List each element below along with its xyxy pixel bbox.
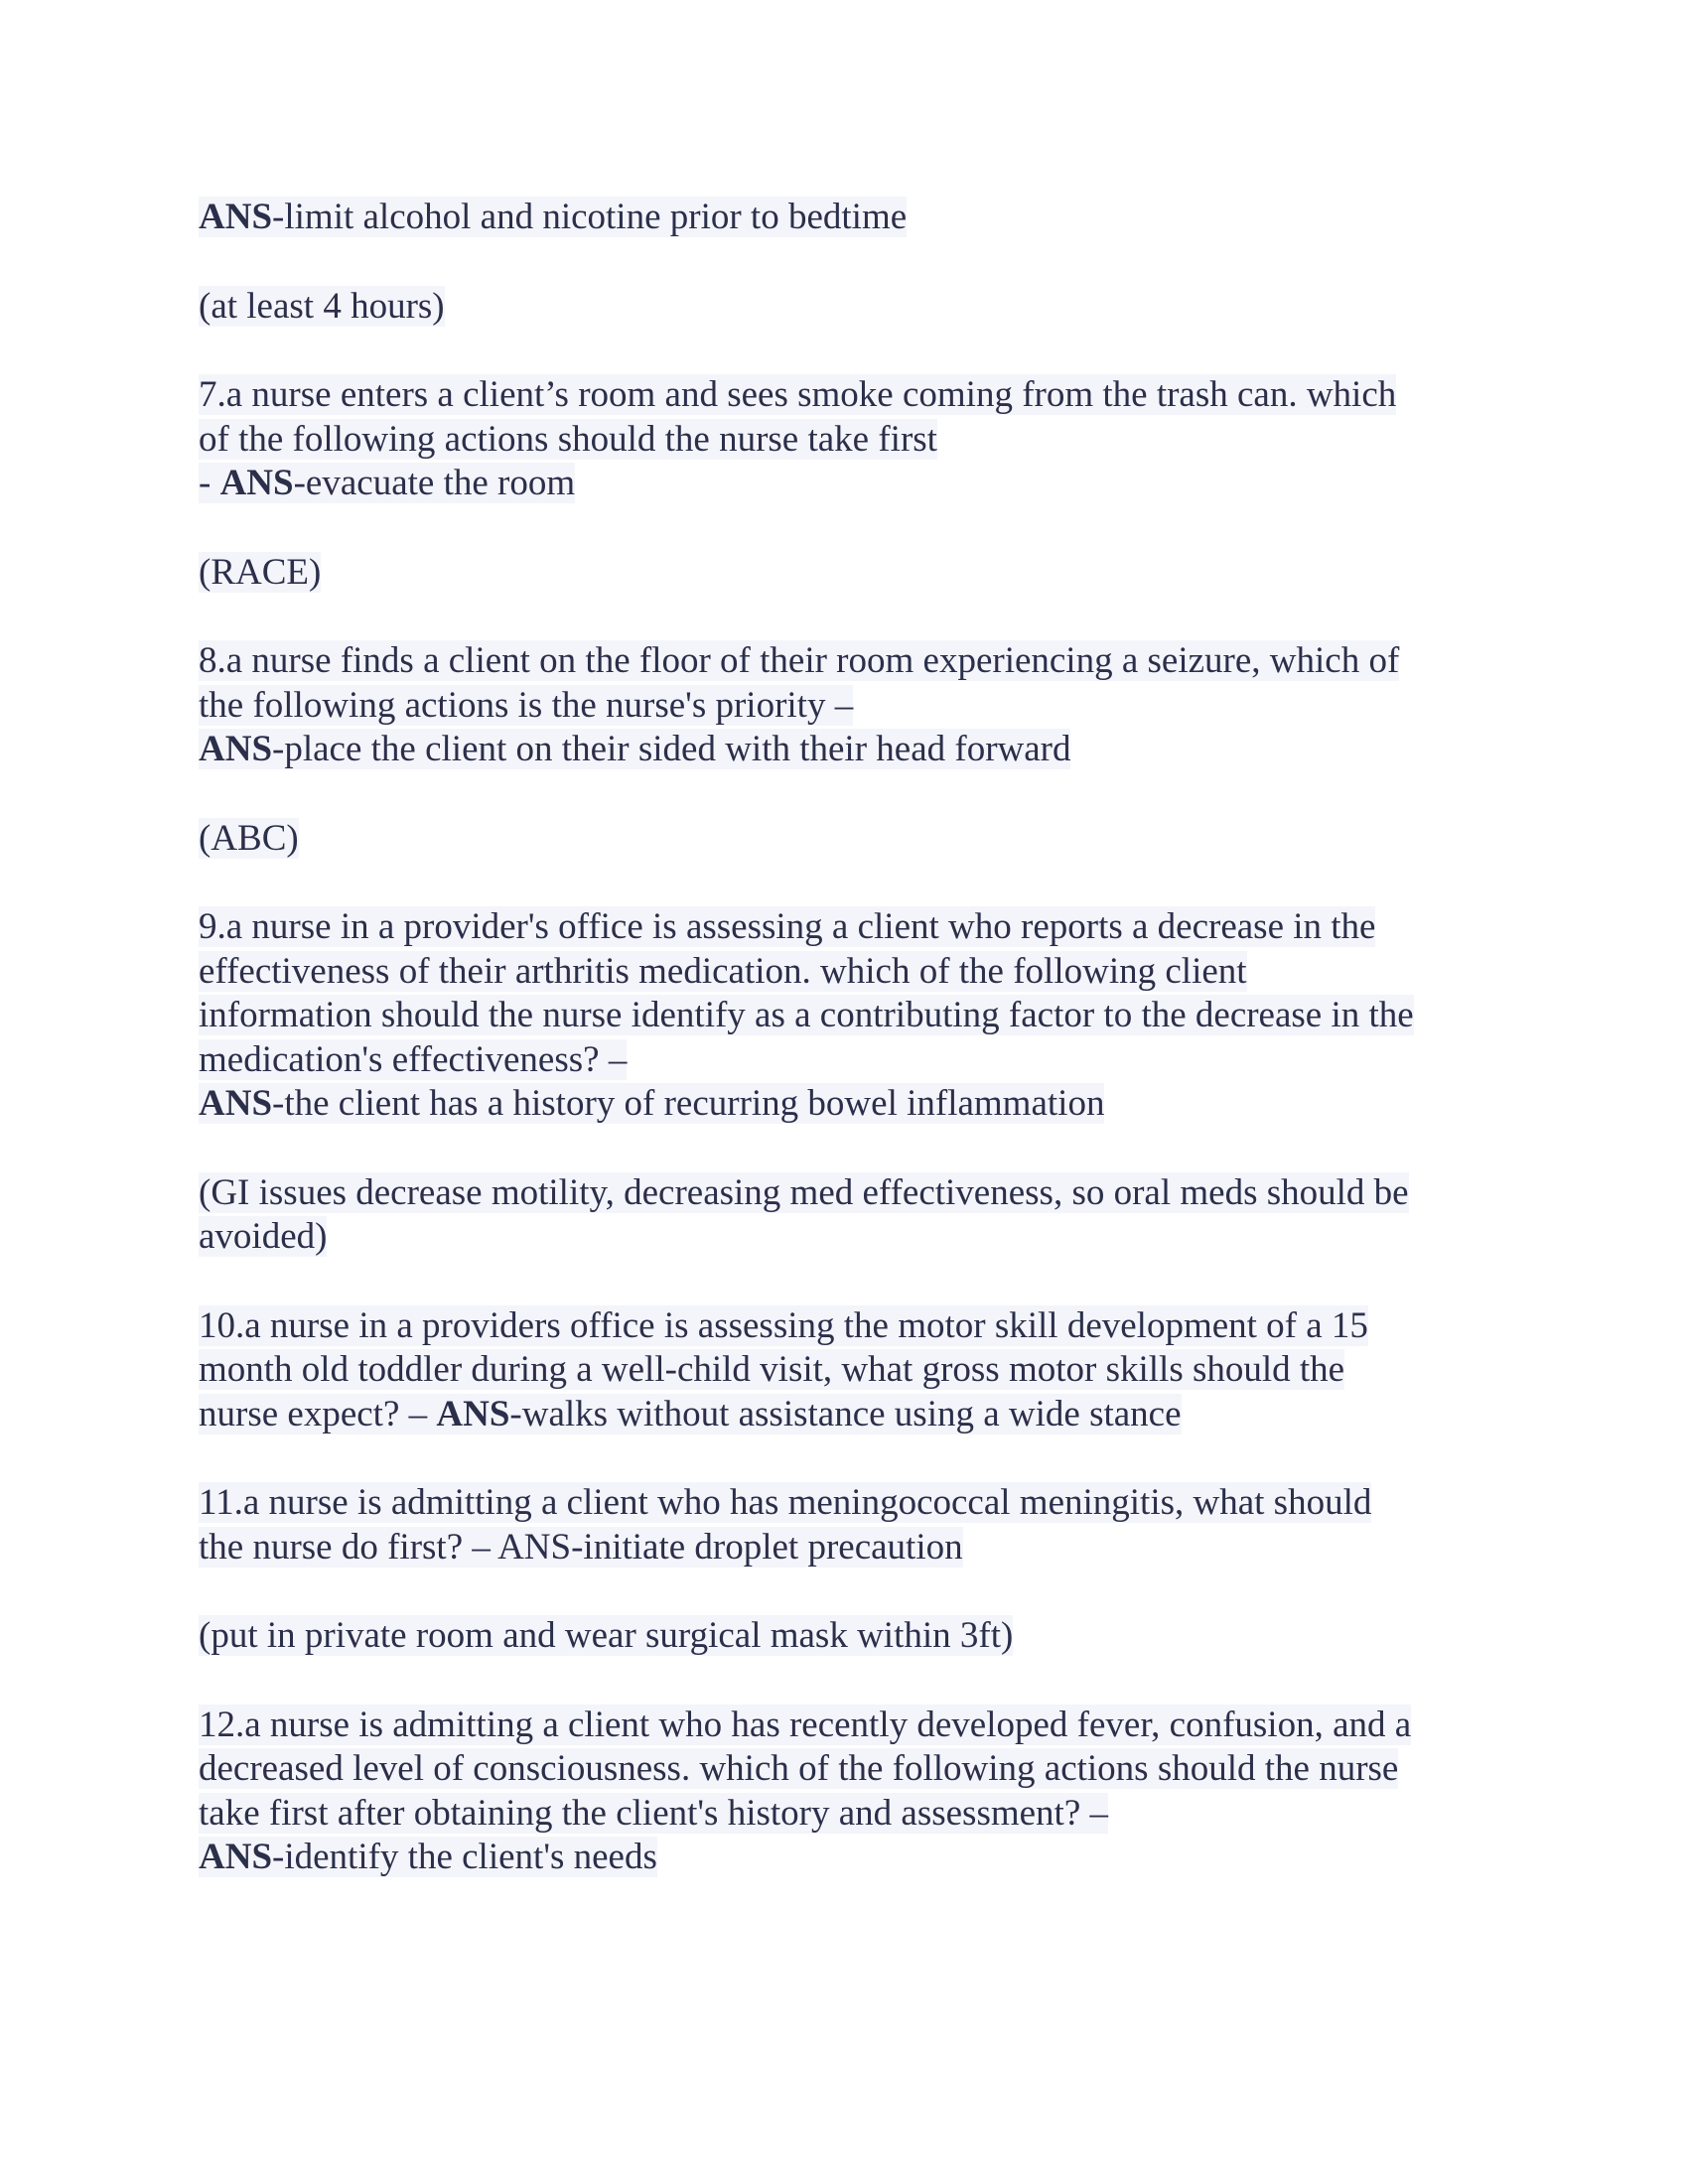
ans-label: ANS [199,197,273,237]
ans-label: ANS [199,1083,273,1124]
question-9 [199,905,1489,1127]
question-12-line-1: 12.a nurse is admitting a client who has recently developed fever, confusion, and a [199,1704,1412,1745]
question-12-line-2: decreased level of consciousness. which of the following actions should the nurse [199,1748,1399,1789]
question-12 [199,1704,1489,1880]
question-9-line-3: information should the nurse identify as a contributing factor to the decrease in the [199,995,1414,1035]
question-8-line-2: the following actions is the nurse's priority – [199,684,854,726]
question-10-line-1: 10.a nurse in a providers office is assessing the motor skill development of a 15 [199,1304,1368,1346]
question-9-line-2: effectiveness of their arthritis medication. which of the following client [199,950,1247,992]
ans-label: ANS [199,729,273,769]
question-7-answer: - ANS-evacuate the room [199,463,576,503]
question-12-line-3: take first after obtaining the client's history and assessment? – [199,1792,1109,1834]
question-10 [199,1304,1489,1437]
question-7-note: (RACE) [199,551,322,593]
question-8 [199,639,1489,772]
answer-paragraph-sleep [199,196,1489,240]
note-line: (at least 4 hours) [199,285,445,327]
document-page [199,196,1489,1925]
question-9-line-1: 9.a nurse in a provider's office is assessing a client who reports a decrease in the [199,906,1376,947]
note-paragraph-sleep [199,285,1489,330]
answer-line: ANS-limit alcohol and nicotine prior to bedtime [199,197,908,237]
question-8-note: (ABC) [199,817,299,859]
question-12-answer: ANS-identify the client's needs [199,1837,657,1877]
question-7-line-2: of the following actions should the nurse take first [199,418,937,460]
question-11-line-2: the nurse do first? – ANS-initiate droplet precaution [199,1526,963,1568]
question-11-line-1: 11.a nurse is admitting a client who has meningococcal meningitis, what should [199,1482,1372,1523]
question-10-answer: nurse expect? – ANS-walks without assistance using a wide stance [199,1393,1182,1434]
question-9-answer: ANS-the client has a history of recurring bowel inflammation [199,1083,1105,1124]
question-9-note: (GI issues decrease motility, decreasing med effectiveness, so oral meds should be avoided) [199,1171,1409,1257]
ans-label: ANS [219,463,294,503]
question-9-line-4: medication's effectiveness? – [199,1038,628,1080]
question-7 [199,373,1489,506]
question-10-line-2: month old toddler during a well-child visit, what gross motor skills should the [199,1349,1345,1390]
ans-label: ANS [436,1393,510,1434]
question-8-answer: ANS-place the client on their sided with their head forward [199,729,1071,769]
question-7-line-1: 7.a nurse enters a client’s room and sees smoke coming from the trash can. which [199,374,1397,415]
question-8-line-1: 8.a nurse finds a client on the floor of their room experiencing a seizure, which of [199,640,1400,681]
ans-label: ANS [199,1837,273,1877]
question-11 [199,1481,1489,1570]
question-11-note: (put in private room and wear surgical mask within 3ft) [199,1615,1014,1656]
